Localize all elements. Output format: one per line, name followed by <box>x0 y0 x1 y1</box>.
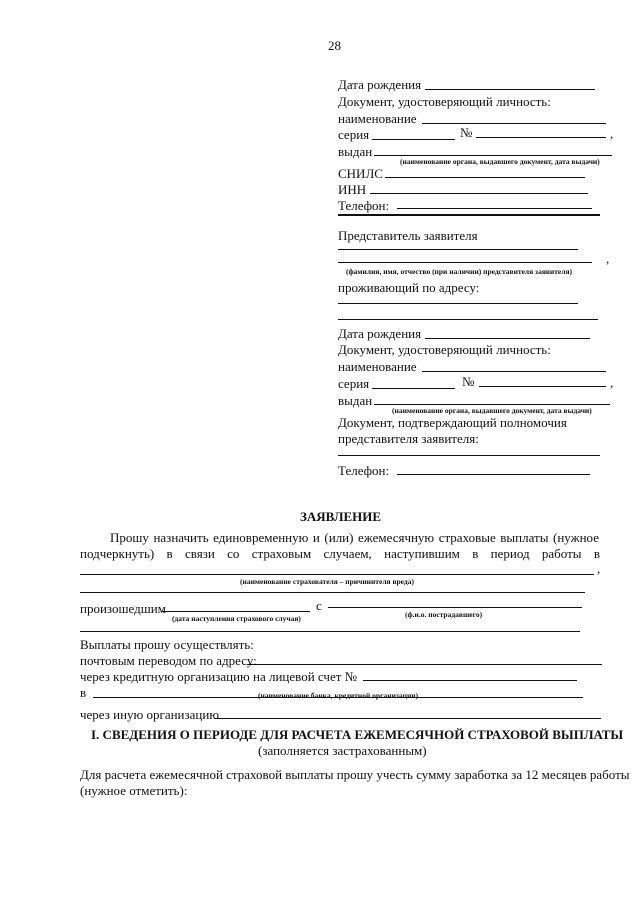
bank-account-label: через кредитную организацию на лицевой счет № <box>80 669 358 684</box>
representative-birth-date-field[interactable] <box>425 338 590 339</box>
representative-doc-name-label: наименование <box>338 359 417 374</box>
representative-name-field-1[interactable] <box>338 249 578 250</box>
applicant-block-divider <box>338 214 600 216</box>
bank-account-field[interactable] <box>363 680 577 681</box>
applicant-issued-hint: (наименование органа, выдавшего документ, дата выдачи) <box>400 157 600 166</box>
representative-number-field[interactable] <box>479 386 606 387</box>
representative-id-doc-label: Документ, удостоверяющий личность: <box>338 342 551 357</box>
representative-name-comma: , <box>606 251 610 266</box>
other-org-field[interactable] <box>214 718 601 719</box>
statement-word: связи <box>184 546 215 561</box>
applicant-number-label: № <box>460 125 473 140</box>
representative-birth-date-label: Дата рождения <box>338 326 422 341</box>
applicant-doc-name-label: наименование <box>338 111 417 126</box>
insurer-field-2[interactable] <box>80 592 585 593</box>
victim-name-field-2[interactable] <box>80 631 580 632</box>
applicant-inn-label: ИНН <box>338 182 367 197</box>
statement-title: ЗАЯВЛЕНИЕ <box>300 509 382 524</box>
applicant-inn-field[interactable] <box>370 193 588 194</box>
statement-paragraph-line-2 <box>80 546 600 561</box>
representative-number-comma: , <box>610 375 614 390</box>
statement-paragraph-line-1: Прошу назначить единовременную и (или) ежемесячную страховые выплаты (нужное <box>110 530 599 545</box>
statement-word: период <box>490 546 530 561</box>
statement-word: в <box>166 546 173 561</box>
applicant-snils-label: СНИЛС <box>338 166 383 181</box>
applicant-issued-label: выдан <box>338 144 373 159</box>
page-number: 28 <box>328 38 341 53</box>
representative-authority-doc-label-2: представителя заявителя: <box>338 431 479 446</box>
representative-authority-doc-field[interactable] <box>338 455 600 456</box>
section-1-subtitle: (заполняется застрахованным) <box>258 743 427 758</box>
statement-word: подчеркнуть) <box>80 546 155 561</box>
statement-word: случаем, <box>323 546 372 561</box>
statement-word: со <box>227 546 240 561</box>
representative-doc-name-field[interactable] <box>422 371 606 372</box>
applicant-number-field[interactable] <box>476 137 606 138</box>
occurred-date-hint: (дата наступления страхового случая) <box>172 614 301 623</box>
applicant-series-label: серия <box>338 127 370 142</box>
statement-word: работы <box>541 546 582 561</box>
representative-address-field-1[interactable] <box>338 303 578 304</box>
with-label: с <box>316 598 322 613</box>
bank-hint: (наименование банка, кредитной организации) <box>258 691 419 700</box>
insurer-hint: (наименование страхователя – причинителя вреда) <box>240 577 414 586</box>
insurer-field[interactable] <box>80 574 594 575</box>
representative-name-hint: (фамилия, имя, отчество (при наличии) представителя заявителя) <box>346 267 573 276</box>
victim-hint: (ф.и.о. пострадавшего) <box>405 610 483 619</box>
applicant-doc-name-field[interactable] <box>422 123 606 124</box>
postal-address-field[interactable] <box>247 664 602 665</box>
representative-issued-field[interactable] <box>374 404 610 405</box>
applicant-birth-date-label: Дата рождения <box>338 77 422 92</box>
representative-number-label: № <box>462 374 475 389</box>
applicant-birth-date-field[interactable] <box>425 89 595 90</box>
postal-label: почтовым переводом по адресу: <box>80 653 257 668</box>
insurer-comma: , <box>597 561 601 576</box>
representative-address-label: проживающий по адресу: <box>338 280 480 295</box>
applicant-issued-field[interactable] <box>374 155 612 156</box>
in-label: в <box>80 685 87 700</box>
representative-title: Представитель заявителя <box>338 228 478 243</box>
applicant-number-comma: , <box>610 126 614 141</box>
section-1-paragraph-line-1: Для расчета ежемесячной страховой выплаты прошу учесть сумму заработка за 12 месяцев работы <box>80 767 630 782</box>
section-1-paragraph-line-2: (нужное отметить): <box>80 783 188 798</box>
applicant-id-doc-label: Документ, удостоверяющий личность: <box>338 94 551 109</box>
other-org-label: через иную организацию <box>80 707 220 722</box>
representative-address-field-2[interactable] <box>338 319 598 320</box>
representative-name-field-2[interactable] <box>338 262 592 263</box>
occurred-date-field[interactable] <box>162 611 310 612</box>
victim-name-field[interactable] <box>328 607 582 608</box>
representative-issued-hint: (наименование органа, выдавшего документ, дата выдачи) <box>392 406 592 415</box>
statement-word: страховым <box>251 546 312 561</box>
section-1-title: I. СВЕДЕНИЯ О ПЕРИОДЕ ДЛЯ РАСЧЕТА ЕЖЕМЕСЯЧНОЙ СТРАХОВОЙ ВЫПЛАТЫ <box>91 727 624 742</box>
applicant-series-field[interactable] <box>372 139 455 140</box>
applicant-phone-field[interactable] <box>397 208 592 209</box>
representative-issued-label: выдан <box>338 393 373 408</box>
statement-word: в <box>472 546 479 561</box>
statement-word: наступившим <box>384 546 460 561</box>
statement-word: в <box>593 546 600 561</box>
representative-phone-label: Телефон: <box>338 463 390 478</box>
representative-authority-doc-label-1: Документ, подтверждающий полномочия <box>338 415 567 430</box>
applicant-phone-label: Телефон: <box>338 198 390 213</box>
applicant-snils-field[interactable] <box>385 177 585 178</box>
payments-label: Выплаты прошу осуществлять: <box>80 637 254 652</box>
occurred-label: произошедшим <box>80 601 166 616</box>
representative-phone-field[interactable] <box>397 474 590 475</box>
representative-series-label: серия <box>338 376 370 391</box>
representative-series-field[interactable] <box>372 388 455 389</box>
